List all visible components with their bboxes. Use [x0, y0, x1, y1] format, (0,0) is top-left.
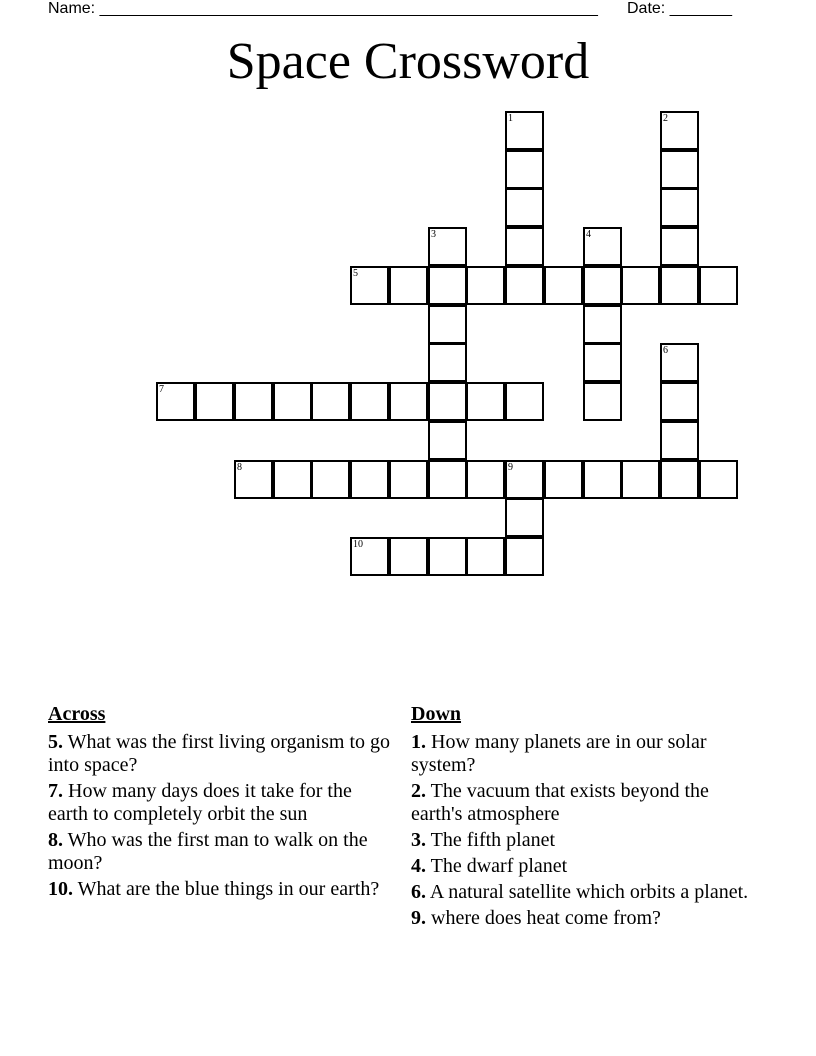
clue-down-2: [411, 780, 751, 826]
grid-cell-3[interactable]: [428, 227, 467, 266]
clue-across-5: [48, 731, 393, 777]
grid-cell[interactable]: [466, 537, 505, 576]
grid-cell[interactable]: [660, 227, 699, 266]
grid-cell[interactable]: [505, 498, 544, 537]
grid-cell[interactable]: [428, 266, 467, 305]
grid-cell[interactable]: [273, 382, 312, 421]
grid-cell[interactable]: [466, 266, 505, 305]
clue-text: How many planets are in our solar system?: [411, 731, 707, 776]
cell-number: 7: [159, 384, 164, 395]
clue-text: where does heat come from?: [431, 907, 661, 929]
cell-number: 6: [663, 345, 668, 356]
cell-number: 8: [237, 462, 242, 473]
clue-down-3: [411, 829, 751, 852]
grid-cell[interactable]: [389, 537, 428, 576]
cell-number: 5: [353, 268, 358, 279]
clue-text: The dwarf planet: [430, 855, 568, 877]
grid-cell-8[interactable]: [234, 460, 273, 499]
grid-cell-1[interactable]: [505, 111, 544, 150]
grid-cell[interactable]: [466, 460, 505, 499]
grid-cell-4[interactable]: [583, 227, 622, 266]
clue-number: 3.: [411, 829, 426, 851]
clue-number: 7.: [48, 780, 63, 802]
grid-cell[interactable]: [660, 421, 699, 460]
clue-across-8: [48, 829, 393, 875]
clue-across-7: [48, 780, 393, 826]
clue-number: 1.: [411, 731, 426, 753]
grid-cell[interactable]: [428, 382, 467, 421]
grid-cell[interactable]: [350, 382, 389, 421]
grid-cell[interactable]: [621, 266, 660, 305]
grid-cell[interactable]: [505, 227, 544, 266]
grid-cell[interactable]: [621, 460, 660, 499]
clue-down-4: [411, 855, 751, 878]
down-heading: Down: [411, 703, 462, 725]
grid-cell[interactable]: [583, 343, 622, 382]
clue-text: What are the blue things in our earth?: [77, 878, 380, 900]
grid-cell[interactable]: [583, 266, 622, 305]
cell-number: 9: [508, 462, 513, 473]
cell-number: 10: [353, 539, 363, 550]
clue-text: The vacuum that exists beyond the earth's atmosphere: [411, 780, 709, 825]
clue-number: 6.: [411, 881, 426, 903]
clue-number: 9.: [411, 907, 426, 929]
grid-cell[interactable]: [428, 343, 467, 382]
grid-cell[interactable]: [428, 421, 467, 460]
grid-cell[interactable]: [466, 382, 505, 421]
grid-cell-6[interactable]: [660, 343, 699, 382]
grid-cell[interactable]: [505, 188, 544, 227]
clue-down-1: [411, 731, 751, 777]
grid-cell[interactable]: [699, 266, 738, 305]
across-clues: [48, 703, 393, 904]
down-clues: [411, 703, 751, 933]
clue-number: 2.: [411, 780, 426, 802]
grid-cell[interactable]: [660, 266, 699, 305]
grid-cell[interactable]: [583, 305, 622, 344]
clue-down-9: [411, 907, 751, 930]
grid-cell[interactable]: [505, 382, 544, 421]
cell-number: 2: [663, 113, 668, 124]
cell-number: 4: [586, 229, 591, 240]
grid-cell[interactable]: [699, 460, 738, 499]
grid-cell[interactable]: [273, 460, 312, 499]
name-field[interactable]: Name: ________________________________________________________: [48, 0, 598, 17]
date-field[interactable]: Date: _______: [627, 0, 732, 17]
cell-number: 3: [431, 229, 436, 240]
clue-down-6: [411, 881, 751, 904]
clue-text: The fifth planet: [430, 829, 556, 851]
clue-text: Who was the first man to walk on the moon?: [48, 829, 368, 874]
grid-cell[interactable]: [389, 266, 428, 305]
grid-cell-2[interactable]: [660, 111, 699, 150]
grid-cell[interactable]: [660, 460, 699, 499]
grid-cell-7[interactable]: [156, 382, 195, 421]
grid-cell[interactable]: [505, 537, 544, 576]
clue-text: How many days does it take for the earth to completely orbit the sun: [48, 780, 352, 825]
grid-cell[interactable]: [389, 382, 428, 421]
grid-cell[interactable]: [660, 150, 699, 189]
grid-cell[interactable]: [389, 460, 428, 499]
grid-cell[interactable]: [195, 382, 234, 421]
grid-cell-5[interactable]: [350, 266, 389, 305]
grid-cell[interactable]: [660, 188, 699, 227]
grid-cell[interactable]: [544, 460, 583, 499]
grid-cell[interactable]: [583, 382, 622, 421]
clue-number: 4.: [411, 855, 426, 877]
grid-cell[interactable]: [234, 382, 273, 421]
grid-cell[interactable]: [311, 382, 350, 421]
clue-number: 8.: [48, 829, 63, 851]
grid-cell[interactable]: [544, 266, 583, 305]
grid-cell[interactable]: [350, 460, 389, 499]
grid-cell[interactable]: [583, 460, 622, 499]
clue-text: A natural satellite which orbits a planet.: [429, 881, 749, 903]
clue-number: 5.: [48, 731, 63, 753]
clue-number: 10.: [48, 878, 73, 900]
grid-cell-9[interactable]: [505, 460, 544, 499]
cell-number: 1: [508, 113, 513, 124]
page-title: Space Crossword: [226, 33, 590, 90]
grid-cell[interactable]: [428, 305, 467, 344]
across-heading: Across: [48, 703, 106, 725]
grid-cell-10[interactable]: [350, 537, 389, 576]
grid-cell[interactable]: [428, 460, 467, 499]
grid-cell[interactable]: [505, 266, 544, 305]
clue-text: What was the first living organism to go into space?: [48, 731, 391, 776]
clue-across-10: [48, 878, 393, 901]
grid-cell[interactable]: [428, 537, 467, 576]
grid-cell[interactable]: [660, 382, 699, 421]
grid-cell[interactable]: [505, 150, 544, 189]
grid-cell[interactable]: [311, 460, 350, 499]
